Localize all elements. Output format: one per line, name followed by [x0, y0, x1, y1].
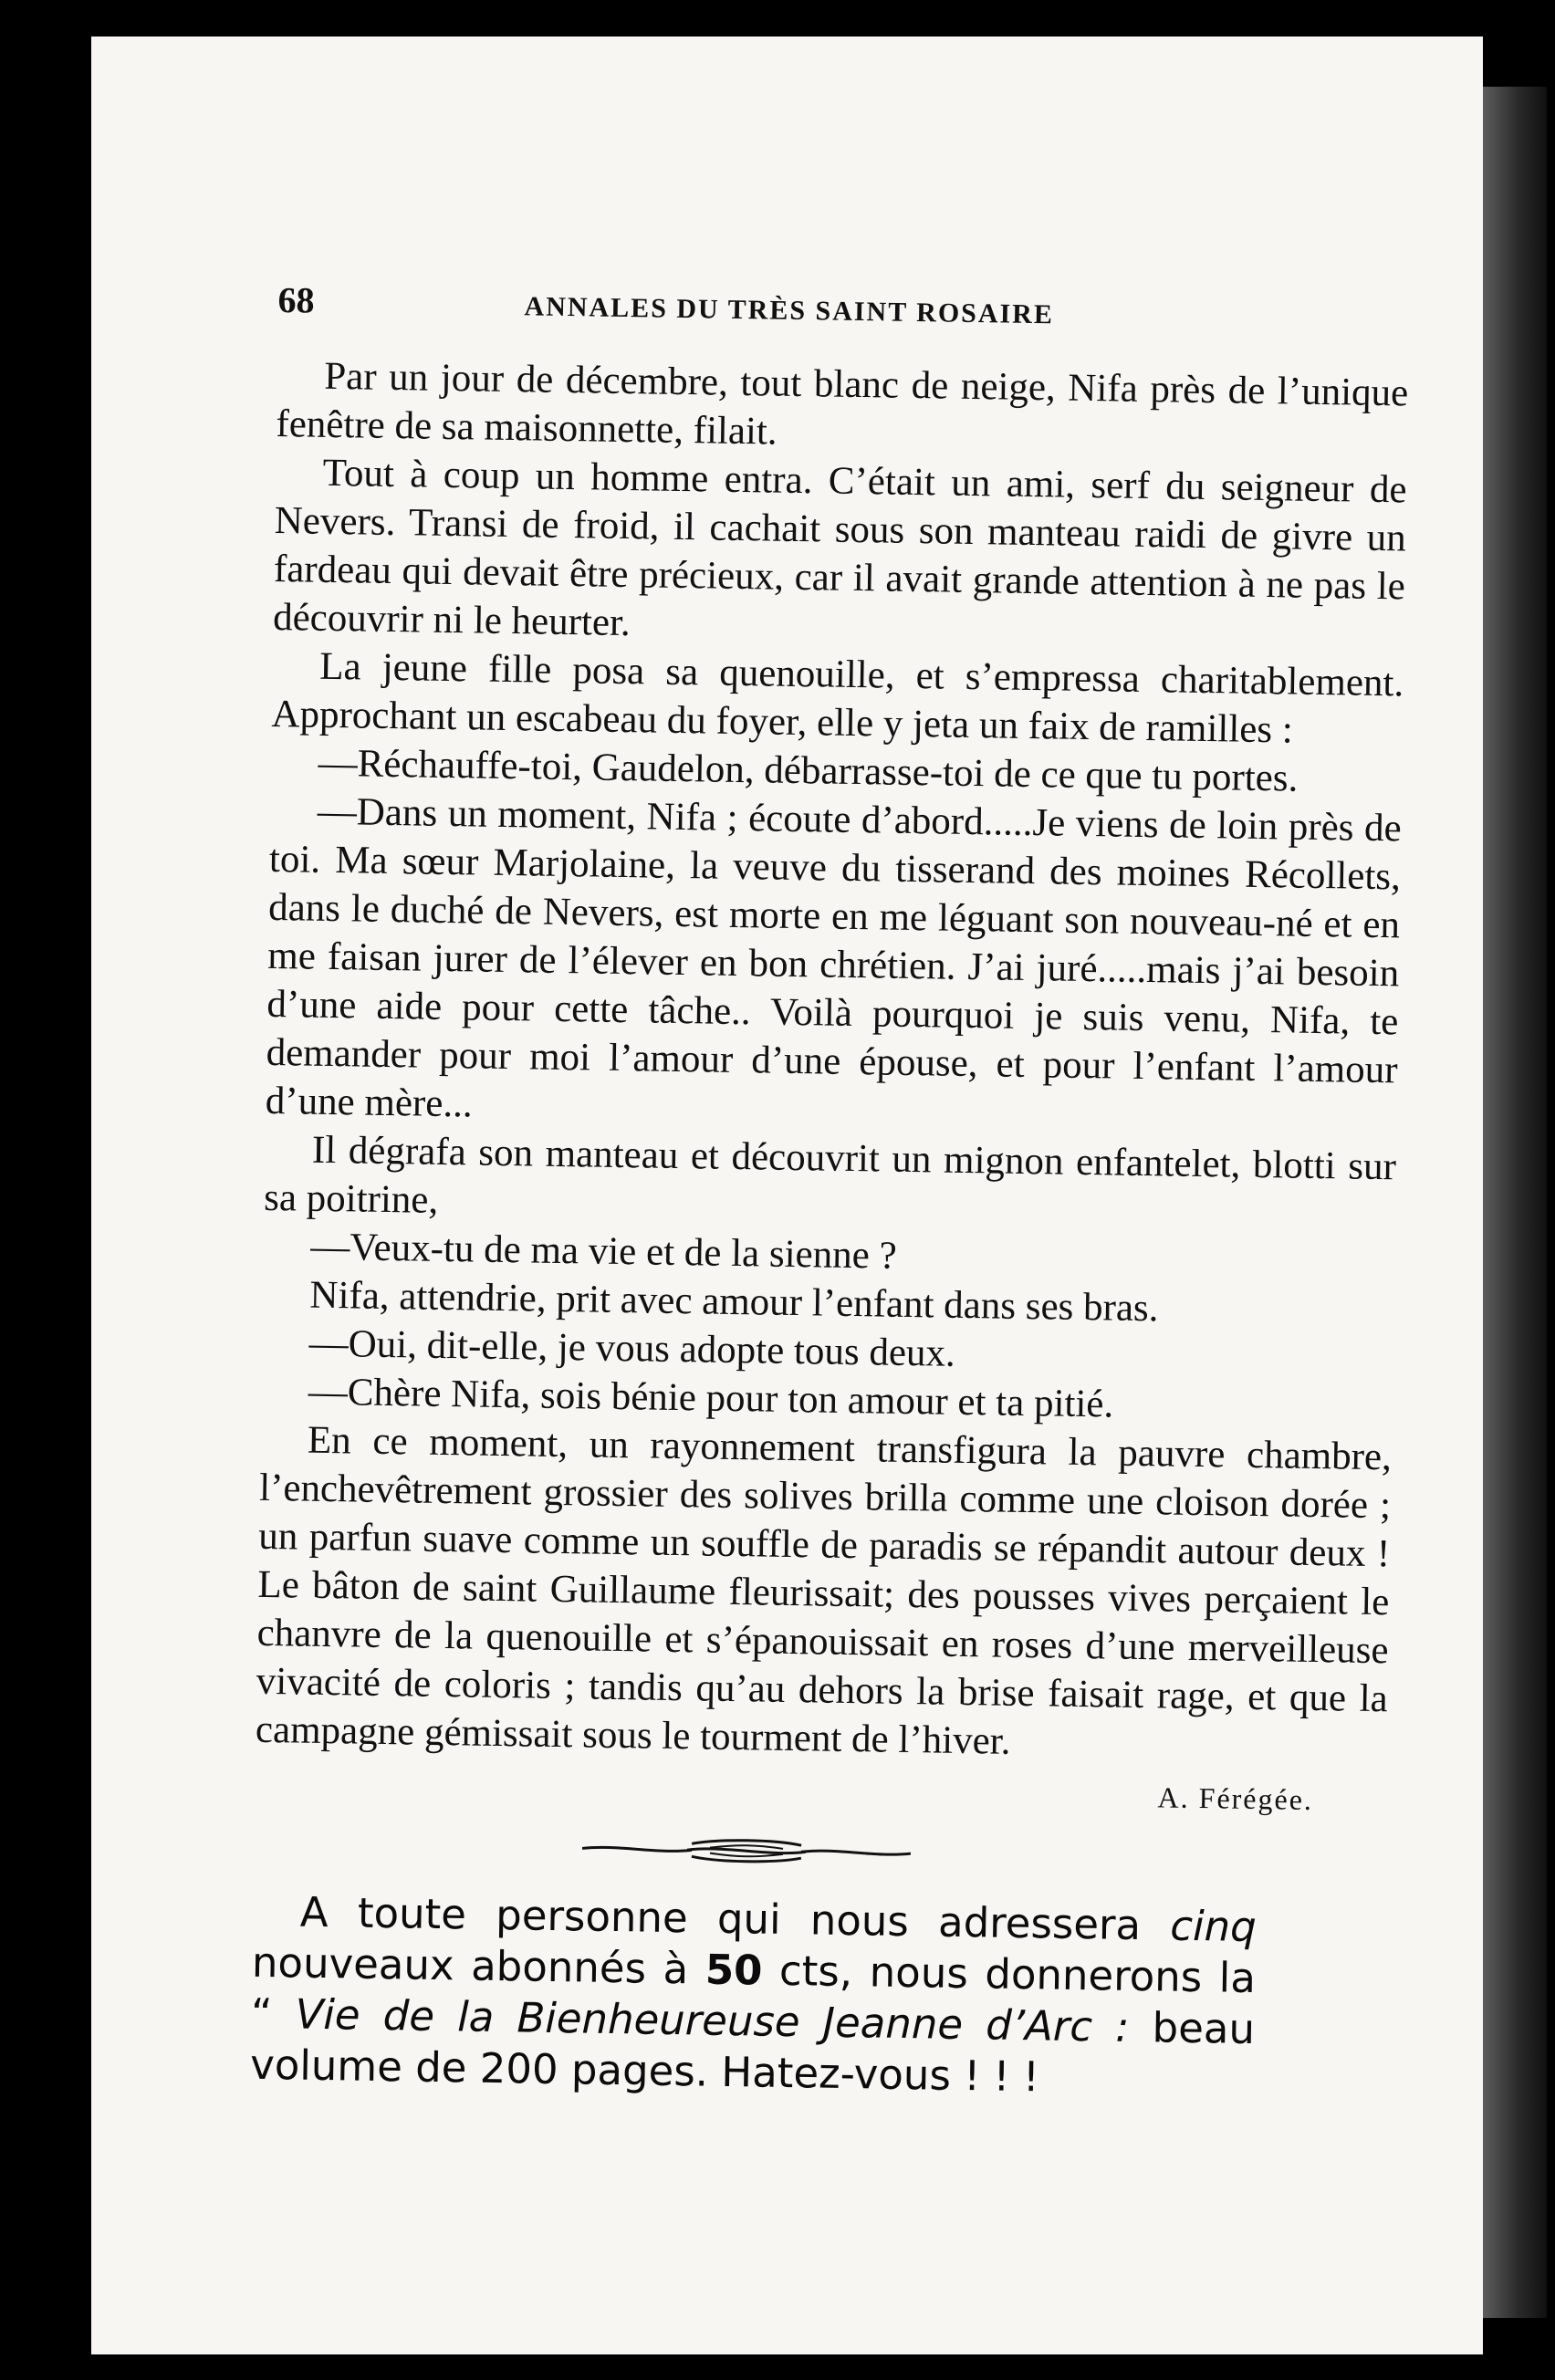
dialogue-line: —Réchauffe-toi, Gaudelon, débarrasse-toi de ce que tu portes. — [318, 741, 1299, 800]
dialogue-line: —Oui, dit-elle, je vous adopte tous deux. — [308, 1321, 956, 1375]
paragraph: Tout à coup un homme entra. C’était un ami, serf du seigneur de Nevers. Transi de froid, il cachait sous son manteau raidi de givre un fardeau qui devait être précieux, car il avait grande attention à ne pas le découvrir ni le heurter. — [272, 451, 1407, 645]
running-title: ANNALES DU TRÈS SAINT ROSAIRE — [524, 291, 1055, 330]
dialogue-line: —Chère Nifa, sois bénie pour ton amour et ta pitié. — [308, 1370, 1114, 1426]
paragraph: Il dégrafa son manteau et découvrit un mignon enfantelet, blotti sur sa poitrine, — [263, 1128, 1397, 1222]
subscription-advertisement — [250, 1886, 1257, 2106]
ad-text: cts, nous donnerons la “ — [250, 1946, 1257, 2039]
paragraph: Nifa, attendrie, prit avec amour l’enfant dans ses bras. — [309, 1273, 1159, 1331]
ad-text: nouveaux abonnés à — [251, 1937, 706, 1994]
author-signature: A. Férégée. — [1157, 1780, 1314, 1817]
ad-text: A toute personne qui nous adressera — [299, 1887, 1171, 1950]
page-content — [250, 278, 1410, 2108]
ad-book-title: Vie de la Bienheureuse Jeanne d’Arc : — [295, 1989, 1130, 2051]
paragraph: En ce moment, un rayonnement transfigura la pauvre chambre, l’enchevêtrement grossier des solives brilla comme une cloison dorée ; un parfun suave comme un souffle de paradis se répandit autour deux ! Le bâton de saint Guillaume fleurissait; des pousses vives perçaient le chanvre de la quenouille et s’épanouissait en roses d’une merveilleuse vivacité de coloris ; tandis qu’au dehors la brise faisait rage, et que la campagne gémissait sous le tourment de l’hiver. — [255, 1418, 1393, 1763]
dialogue-line: —Dans un moment, Nifa ; écoute d’abord.....Je viens de loin près de toi. Ma sœur Marjolaine, la veuve du tisserand des moines Récollets, dans le duché de Nevers, est morte en me léguant son nouveau-né et en me faisan jurer de l’élever en bon chrétien. J’ai juré.....mais j’ai besoin d’une aide pour cette tâche.. Voilà pourquoi je suis venu, Nifa, te demander pour moi l’amour d’une épouse, et pour l’enfant l’amour d’une mère... — [265, 789, 1403, 1126]
paragraph: Par un jour de décembre, tout blanc de neige, Nifa près de l’unique fenêtre de sa maisonnette, filait. — [276, 354, 1409, 454]
book-page — [91, 37, 1483, 2354]
story-text — [256, 351, 1409, 1771]
dialogue-line: —Veux-tu de ma vie et de la sienne ? — [309, 1225, 898, 1278]
ad-text: beau volume de 200 pages. Hatez-vous ! ! ! — [249, 2002, 1256, 2102]
ad-emphasis-cinq: cinq — [1170, 1901, 1258, 1952]
wavy-line-ornament-icon — [582, 1832, 911, 1869]
page-edge-shadow — [1483, 87, 1547, 2318]
ad-price: 50 — [704, 1945, 763, 1995]
page-number: 68 — [277, 278, 315, 321]
paragraph: La jeune fille posa sa quenouille, et s’empressa charitablement. Approchant un escabeau du foyer, elle y jeta un faix de ramilles : — [271, 644, 1404, 752]
